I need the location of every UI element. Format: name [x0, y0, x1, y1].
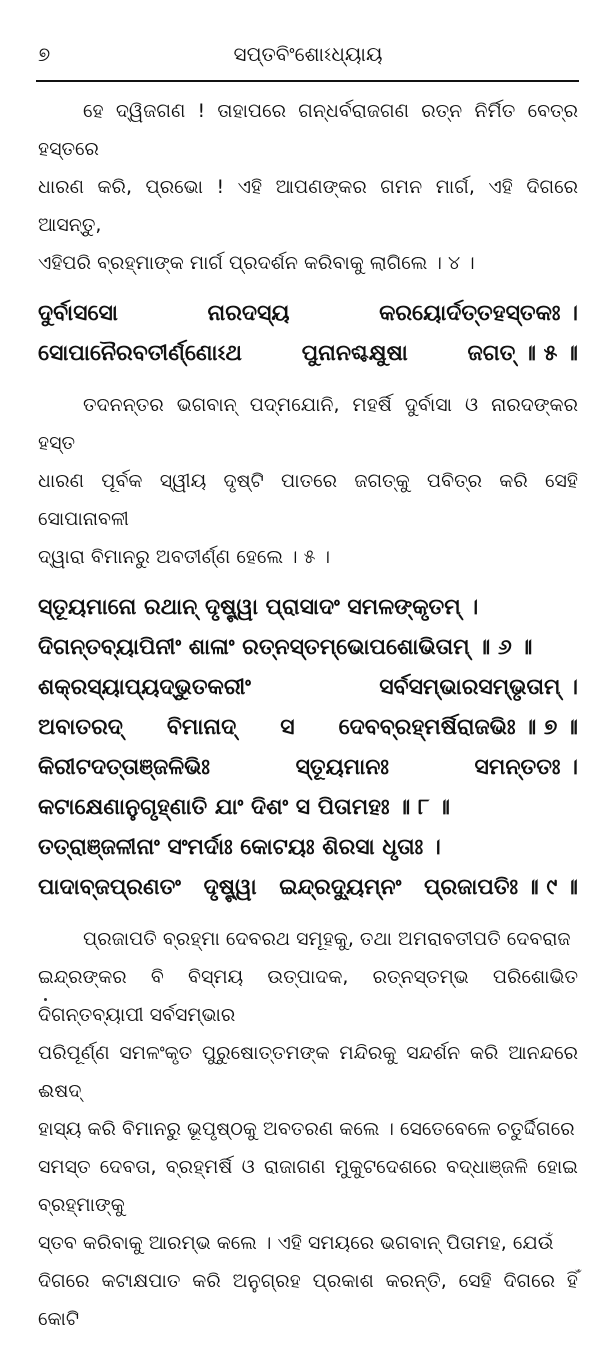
- verse-word: ପାଦାବ୍ଜପ୍ରଣତଂ: [38, 875, 181, 900]
- verse-word: କିରୀଟଦତ୍ତାଞ୍ଜଳିଭିଃ: [38, 755, 210, 780]
- verse-word: କରୟୋର୍ଦତ୍ତହସ୍ତକଃ ।: [379, 301, 578, 326]
- verse-line: [38, 788, 578, 828]
- header-rule: [36, 80, 579, 82]
- verse-word: ଜଗତ୍ ॥ ୫ ॥: [467, 341, 578, 366]
- prose-line: ପରିପୂର୍ଣ୍ଣ ସମଳଂକୃତ ପୁରୁଷୋତ୍ତମଙ୍କ ମନ୍ଦିରକୁ ସନ୍ଦର୍ଶନ କରି ଆନନ୍ଦରେ ଈଷଦ୍: [38, 1042, 578, 1102]
- page-header: [38, 42, 578, 82]
- prose-line: ହେ ଦ୍ୱିଜଗଣ ! ତାହାପରେ ଗନ୍ଧର୍ବରାଜଗଣ ରତ୍ନ ନିର୍ମିତ ବେତ୍ର ହସ୍ତରେ: [38, 100, 578, 160]
- prose-line: ଇନ୍ଦ୍ରଙ୍କର ବି ବିସ୍ମୟ ଉତ୍ପାଦକ, ରତ୍ନସ୍ତମ୍ଭ ପରିଶୋଭିତ ଦିଗନ୍ତବ୍ୟାପୀ ସର୍ବସମ୍ଭାର: [38, 966, 578, 1026]
- prose-line: ହାସ୍ୟ କରି ବିମାନରୁ ଭୂପୃଷ୍ଠକୁ ଅବତରଣ କଲେ । ସେତେବେଳେ ଚତୁର୍ଦ୍ଦିଗରେ: [38, 1118, 575, 1140]
- prose-line: ତଦନନ୍ତର ଭଗବାନ୍ ପଦ୍ମଯୋନି, ମହର୍ଷି ଦୁର୍ବାସା ଓ ନାରଦଙ୍କର ହସ୍ତ: [38, 394, 578, 454]
- prose-line: ଦିଗରେ କଟାକ୍ଷପାତ କରି ଅନୁଗ୍ରହ ପ୍ରକାଶ କରନ୍ତି, ସେହି ଦିଗରେ ହିଁ କୋଟି: [38, 1270, 578, 1330]
- prose-line: ସମସ୍ତ ଦେବତା, ବ୍ରହ୍ମର୍ଷି ଓ ରାଜାଗଣ ମୁକୁଟଦେଶରେ ବଦ୍ଧାଞ୍ଜଳି ହୋଇ ବ୍ରହ୍ମାଙ୍କୁ: [38, 1156, 578, 1216]
- verse-text: ଦିଗନ୍ତବ୍ୟାପିନୀଂ ଶାଳାଂ ରତ୍ନସ୍ତମ୍ଭୋପଶୋଭିତାମ୍ ॥ ୬ ॥: [38, 635, 533, 660]
- verse-line: [38, 628, 578, 668]
- page-number: ୭: [38, 42, 51, 66]
- verse-word: ଅବାତରଦ୍: [38, 715, 123, 740]
- sanskrit-verse-5: [38, 294, 578, 374]
- verse-line: [38, 668, 578, 708]
- verse-word: ପ୍ରଜାପତିଃ ॥ ୯ ॥: [424, 875, 578, 900]
- verse-text: କଟାକ୍ଷେଣାନୁଗୃହ୍ଣାତି ଯାଂ ଦିଶଂ ସ ପିତାମହଃ ॥ ୮ ॥: [38, 795, 451, 820]
- print-speck: [44, 998, 47, 1001]
- prose-line: ଏହିପରି ବ୍ରହ୍ମାଙ୍କ ମାର୍ଗ ପ୍ରଦର୍ଶନ କରିବାକୁ ଲାଗିଲେ । ୪ ।: [38, 252, 475, 274]
- verse-line: [38, 868, 578, 908]
- prose-line: ଧାରଣ କରି, ପ୍ରଭୋ ! ଏହି ଆପଣଙ୍କର ଗମନ ମାର୍ଗ, ଏହି ଦିଗରେ ଆସନ୍ତୁ,: [38, 176, 578, 236]
- prose-paragraph-6-9: [38, 920, 578, 1338]
- verse-text: ସ୍ତୂୟମାନୋ ରଥାନ୍ ଦୃଷ୍ଟ୍ୱା ପ୍ରାସାଦଂ ସମଳଙ୍କୃତମ୍ ।: [38, 595, 479, 620]
- verse-line: [38, 334, 578, 374]
- prose-paragraph-4: [38, 92, 578, 282]
- verse-word: ସର୍ବସମ୍ଭାରସମ୍ଭୃତାମ୍ ।: [379, 675, 578, 700]
- verse-word: ଶକ୍ରସ୍ୟାପ୍ୟଦ୍ଭୁତକରୀଂ: [38, 675, 251, 700]
- page-body: [38, 92, 578, 1350]
- verse-word: ନାରଦସ୍ୟ: [207, 301, 290, 326]
- sanskrit-verses-6-9: [38, 588, 578, 908]
- verse-word: ଦୁର୍ବାସସୋ: [38, 301, 118, 326]
- verse-line: [38, 588, 578, 628]
- verse-word: ବିମାନାଦ୍: [166, 715, 237, 740]
- prose-line: ସ୍ତବ କରିବାକୁ ଆରମ୍ଭ କଲେ । ଏହି ସମୟରେ ଭଗବାନ୍ ପିତାମହ, ଯେଉଁ: [38, 1232, 554, 1254]
- verse-line: [38, 708, 578, 748]
- verse-word: ପୁନାନଶ୍ଚକ୍ଷୁଷା: [301, 341, 408, 366]
- verse-line: [38, 828, 578, 868]
- verse-word: ସମନ୍ତତଃ ।: [474, 755, 578, 780]
- verse-word: ଦେବବ୍ରହ୍ମର୍ଷିରାଜଭିଃ ॥ ୭ ॥: [338, 715, 578, 740]
- prose-line: ପ୍ରଜାପତି ବ୍ରହ୍ମା ଦେବରଥ ସମୂହକୁ, ତଥା ଅମରାବତୀପତି ଦେବରାଜ: [83, 928, 571, 950]
- verse-word: ସ: [280, 715, 295, 740]
- prose-paragraph-5: [38, 386, 578, 576]
- prose-line: ଦ୍ୱାରା ବିମାନରୁ ଅବତୀର୍ଣ୍ଣ ହେଲେ । ୫ ।: [38, 546, 331, 568]
- verse-line: [38, 748, 578, 788]
- prose-line: ଧାରଣ ପୂର୍ବକ ସ୍ୱୀୟ ଦୃଷ୍ଟି ପାତରେ ଜଗତ୍‌କୁ ପବିତ୍ର କରି ସେହି ସୋପାନାବଳୀ: [38, 470, 578, 530]
- verse-text: ତତ୍ରାଞ୍ଜଳୀନାଂ ସଂମର୍ଦାଃ କୋଟୟଃ ଶିରସା ଧୃତାଃ ।: [38, 835, 441, 860]
- chapter-title: ସପ୍ତବିଂଶୋଽଧ୍ୟାୟ: [233, 42, 383, 66]
- verse-word: ସୋପାନୈରବତୀର୍ଣ୍ଣୋଽଥ: [38, 341, 243, 366]
- verse-word: ସ୍ତୂୟମାନଃ: [295, 755, 389, 780]
- verse-word: ଦୃଷ୍ଟ୍ୱା: [203, 875, 257, 900]
- verse-line: [38, 294, 578, 334]
- verse-word: ଇନ୍ଦ୍ରଦ୍ୟୁମ୍ନଂ: [279, 875, 402, 900]
